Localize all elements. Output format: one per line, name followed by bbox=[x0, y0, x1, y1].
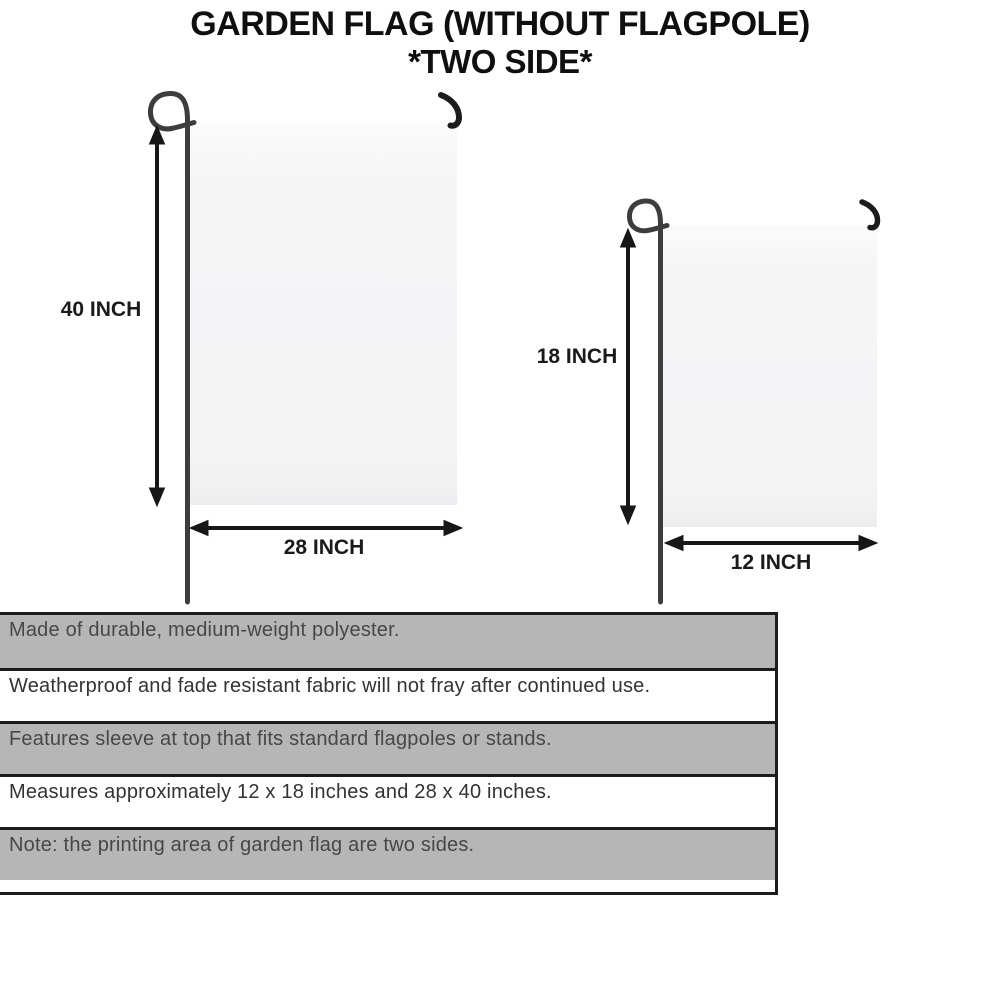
small-height-label: 18 INCH bbox=[536, 345, 618, 368]
large-height-arrow bbox=[150, 126, 165, 506]
feature-row bbox=[0, 721, 775, 774]
page-title: GARDEN FLAG (WITHOUT FLAGPOLE) bbox=[190, 5, 810, 43]
feature-row bbox=[0, 668, 775, 721]
large-flag bbox=[190, 123, 457, 505]
feature-text: Made of durable, medium-weight polyester. bbox=[9, 619, 400, 641]
large-width-arrow bbox=[190, 521, 462, 536]
large-width-label: 28 INCH bbox=[283, 536, 365, 559]
feature-text: Weatherproof and fade resistant fabric will not fray after continued use. bbox=[9, 675, 651, 697]
feature-row bbox=[0, 615, 775, 668]
small-flagpole bbox=[629, 201, 667, 602]
small-width-arrow bbox=[665, 536, 877, 551]
large-hanger-hook bbox=[441, 95, 459, 126]
small-width-label: 12 INCH bbox=[730, 551, 812, 574]
large-flag-group bbox=[61, 93, 462, 602]
page-subtitle: *TWO SIDE* bbox=[408, 43, 592, 80]
feature-text: Features sleeve at top that fits standard flagpoles or stands. bbox=[9, 728, 552, 750]
small-hanger-hook bbox=[862, 202, 878, 228]
large-height-label: 40 INCH bbox=[60, 298, 142, 321]
feature-text: Note: the printing area of garden flag are two sides. bbox=[9, 834, 475, 856]
small-flag-group bbox=[537, 201, 878, 602]
feature-text: Measures approximately 12 x 18 inches and 28 x 40 inches. bbox=[9, 781, 552, 803]
small-flag bbox=[663, 225, 877, 527]
features-panel bbox=[0, 612, 778, 895]
small-height-arrow bbox=[621, 229, 636, 524]
feature-row bbox=[0, 827, 775, 880]
feature-row bbox=[0, 774, 775, 827]
